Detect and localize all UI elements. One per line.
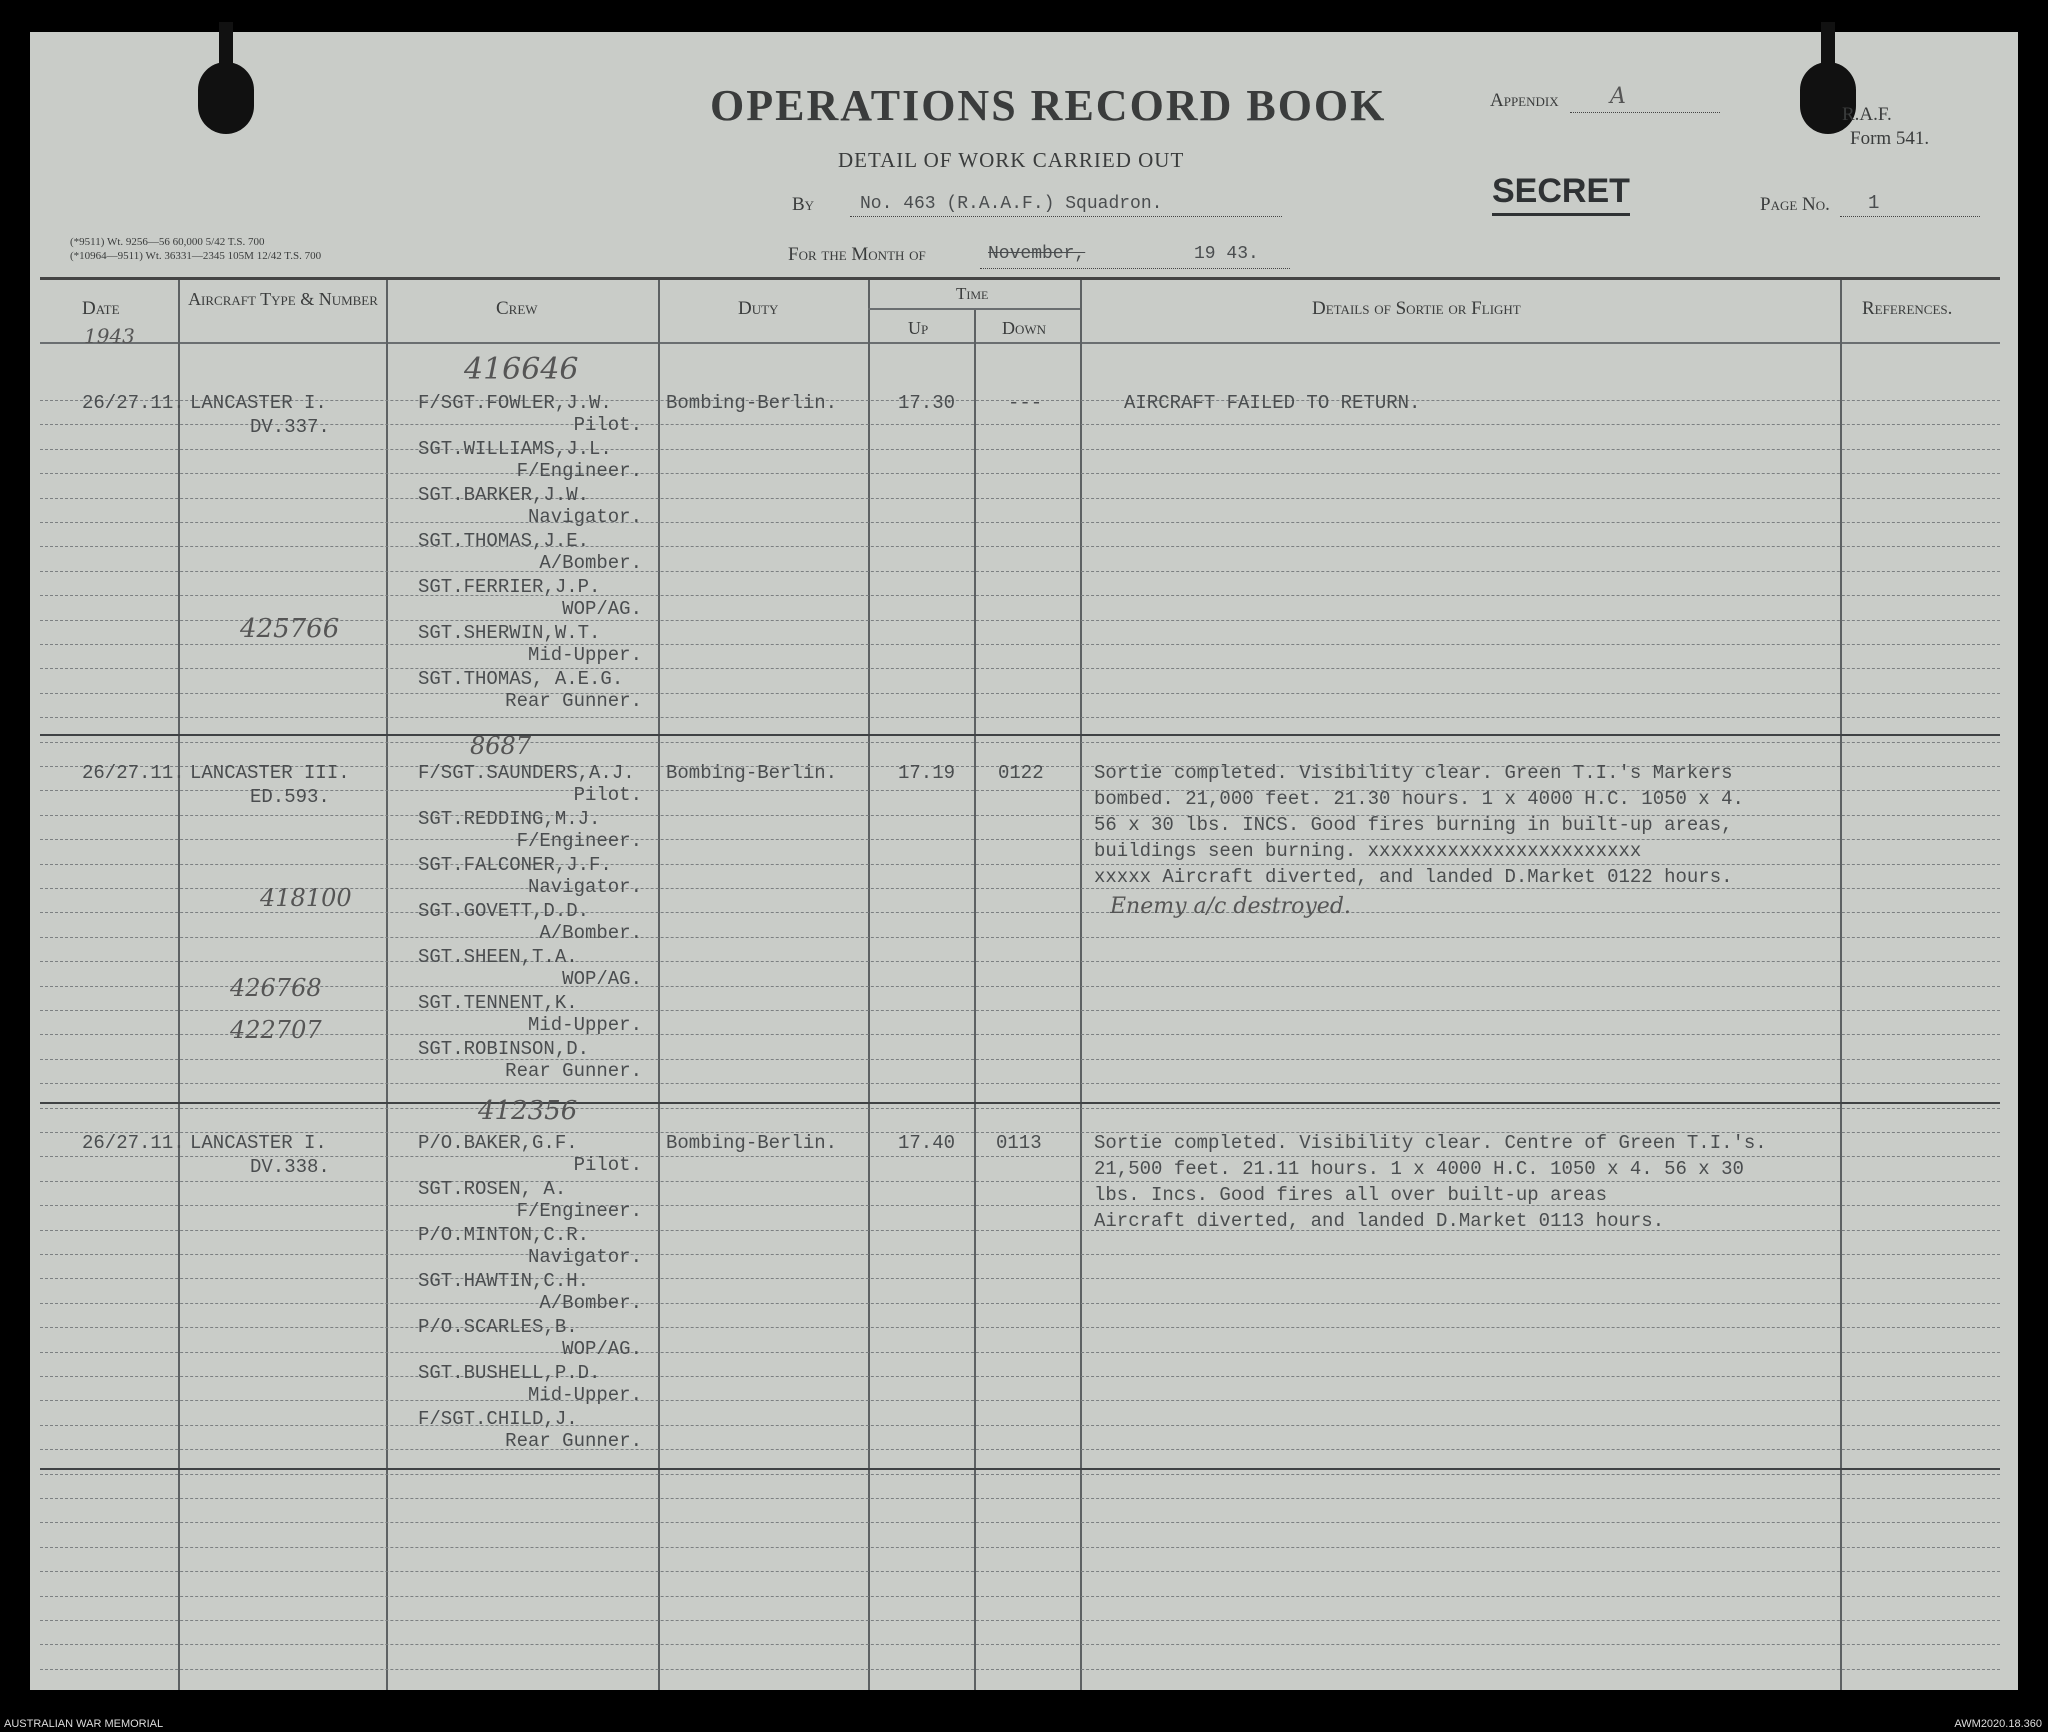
ruled-line [40,473,2000,474]
entry-1-date: 26/27.11. [82,392,185,414]
entry-2-detail-line-2: bombed. 21,000 feet. 21.30 hours. 1 x 4000 H.C. 1050 x 4. [1094,788,1744,810]
crew-member-name: F/SGT.FOWLER,J.W. [418,392,612,414]
year-note: 1943 [84,324,135,348]
squadron-value: No. 463 (R.A.A.F.) Squadron. [860,194,1163,214]
ruled-line [40,1425,2000,1426]
ruled-line [40,1596,2000,1597]
ruled-line [40,1498,2000,1499]
crew-member-name: SGT.FALCONER,J.F. [418,854,612,876]
crew-member-role: Navigator. [527,506,642,528]
table-top-rule [40,277,2000,280]
ruled-line [40,1181,2000,1182]
form-line-2: Form 541. [1850,128,1930,149]
crew-member-role: Mid-Upper. [527,1014,642,1036]
entry-1-aircraft-number: DV.337. [250,416,330,438]
col-header-aircraft-text: Aircraft Type & Number [188,289,378,309]
footer-left: AUSTRALIAN WAR MEMORIAL [4,1718,164,1730]
entry-2-hand-number-govett: 418100 [260,884,352,912]
col-header-up: Up [908,318,929,338]
ruled-line [40,498,2000,499]
ruled-line [40,1278,2000,1279]
crew-member-name: SGT.TENNENT,K. [418,992,578,1014]
by-label: By [792,194,815,215]
page-title: OPERATIONS RECORD BOOK [710,81,1387,130]
ruled-line [40,644,2000,645]
entry-separator-3 [40,1468,2000,1470]
month-underline [980,268,1290,269]
ruled-line [40,839,2000,840]
appendix-value: A [1610,84,1626,109]
print-code-2: (*10964—9511) Wt. 36331—2345 105M 12/42 T.S. 700 [70,250,322,262]
time-split-rule [868,308,1080,310]
entry-2-aircraft-number: ED.593. [250,786,330,808]
month-label: For the Month of [788,244,926,265]
entry-3-up: 17.40 [898,1132,956,1154]
crew-member-role: Rear Gunner. [505,1060,642,1082]
ruled-line [40,522,2000,523]
ruled-line [40,571,2000,572]
page-number-value: 1 [1868,192,1880,214]
entry-separator-2 [40,1102,2000,1104]
crew-member-role: F/Engineer. [516,830,642,852]
print-code-1: (*9511) Wt. 9256—56 60,000 5/42 T.S. 700 [70,236,265,248]
entry-2-hand-number-tennent: 426768 [230,974,322,1002]
year-value: 19 43. [1194,244,1259,264]
ruled-line [40,1547,2000,1548]
crew-member-name: SGT.FERRIER,J.P. [418,576,601,598]
ruled-line [40,1327,2000,1328]
col-divider-3 [658,280,660,1690]
crew-member-name: SGT.THOMAS,J.E. [418,530,590,552]
crew-member-name: SGT.GOVETT,D.D. [418,900,590,922]
col-header-aircraft [188,288,378,310]
crew-member-role: F/Engineer. [516,460,642,482]
col-divider-6 [1080,280,1082,1690]
col-divider-7 [1840,280,1842,1690]
crew-member-name: P/O.SCARLES,B. [418,1316,578,1338]
entry-1-detail-line-1: AIRCRAFT FAILED TO RETURN. [1124,392,1421,414]
col-header-crew: Crew [496,298,538,319]
crew-member-name: P/O.BAKER,G.F. [418,1132,578,1154]
entry-3-detail-line-2: 21,500 feet. 21.11 hours. 1 x 4000 H.C. 1050 x 4. 56 x 30 [1094,1158,1744,1180]
ruled-line [40,1352,2000,1353]
ruled-line [40,717,2000,718]
crew-member-name: SGT.SHERWIN,W.T. [418,622,601,644]
crew-member-role: Rear Gunner. [505,1430,642,1452]
crew-member-role: WOP/AG. [562,968,642,990]
crew-member-role: Navigator. [527,1246,642,1268]
crew-member-name: SGT.ROBINSON,D. [418,1038,590,1060]
ruled-line [40,864,2000,865]
entry-2-date: 26/27.11. [82,762,185,784]
ruled-line [40,912,2000,913]
footer-right: AWM2020.18.360 [1954,1718,2042,1730]
ruled-line [40,1376,2000,1377]
ruled-line [40,1034,2000,1035]
appendix-label: Appendix [1490,90,1559,111]
entry-2-detail-line-5: xxxxx Aircraft diverted, and landed D.Market 0122 hours. [1094,866,1733,888]
col-header-duty: Duty [738,298,779,319]
col-divider-5 [974,308,976,1690]
ruled-line [40,1474,2000,1475]
crew-member-name: P/O.MINTON,C.R. [418,1224,590,1246]
ruled-line [40,1669,2000,1670]
entry-3-detail-line-1: Sortie completed. Visibility clear. Centre of Green T.I.'s. [1094,1132,1767,1154]
entry-3-date: 26/27.11. [82,1132,185,1154]
ruled-line [40,693,2000,694]
secret-text: SECRET [1492,172,1630,210]
ruled-line [40,1571,2000,1572]
entry-2-hand-number-top: 8687 [470,732,532,760]
entry-3-aircraft-type: LANCASTER I. [190,1132,327,1154]
crew-member-name: SGT.THOMAS, A.E.G. [418,668,624,690]
entry-3-detail-line-3: lbs. Incs. Good fires all over built-up areas [1094,1184,1608,1206]
ruled-line [40,961,2000,962]
crew-member-role: WOP/AG. [562,598,642,620]
entry-2-up: 17.19 [898,762,956,784]
ruled-line [40,1083,2000,1084]
col-header-time: Time [956,284,989,303]
crew-member-name: SGT.SHEEN,T.A. [418,946,578,968]
entry-2-hand-number-robinson: 422707 [230,1016,322,1044]
entry-2-aircraft-type: LANCASTER III. [190,762,350,784]
ruled-line [40,449,2000,450]
ruled-line [40,1644,2000,1645]
crew-member-name: SGT.ROSEN, A. [418,1178,567,1200]
ruled-line [40,668,2000,669]
crew-member-role: Mid-Upper. [527,644,642,666]
page-number-label: Page No. [1760,194,1830,215]
crew-member-name: F/SGT.CHILD,J. [418,1408,578,1430]
crew-member-role: WOP/AG. [562,1338,642,1360]
ruled-line [40,546,2000,547]
squadron-underline [850,216,1282,217]
crew-member-name: SGT.REDDING,M.J. [418,808,601,830]
crew-member-role: A/Bomber. [539,922,642,944]
secret-stamp [1492,172,1630,216]
crew-member-name: SGT.HAWTIN,C.H. [418,1270,590,1292]
ruled-line [40,1108,2000,1109]
crew-member-role: A/Bomber. [539,1292,642,1314]
ruled-line [40,1205,2000,1206]
crew-member-name: SGT.WILLIAMS,J.L. [418,438,612,460]
ruled-line [40,1449,2000,1450]
record-sheet [30,32,2018,1690]
crew-member-name: SGT.BARKER,J.W. [418,484,590,506]
entry-1-hand-number-top: 416646 [464,352,579,387]
crew-member-role: Rear Gunner. [505,690,642,712]
col-divider-4 [868,280,870,1690]
entry-3-hand-number-top: 412356 [478,1096,578,1126]
entry-2-detail-line-1: Sortie completed. Visibility clear. Green T.I.'s Markers [1094,762,1733,784]
col-header-references: References. [1862,298,1953,319]
crew-member-role: Pilot. [573,784,642,806]
entry-2-duty: Bombing-Berlin. [666,762,838,784]
ruled-line [40,937,2000,938]
entry-2-detail-line-4: buildings seen burning. xxxxxxxxxxxxxxxxxxxxxxxx [1094,840,1642,862]
crew-member-role: F/Engineer. [516,1200,642,1222]
entry-3-down: 0113 [996,1132,1042,1154]
entry-3-detail-line-4: Aircraft diverted, and landed D.Market 0113 hours. [1094,1210,1665,1232]
entry-1-up: 17.30 [898,392,956,414]
ruled-line [40,1010,2000,1011]
crew-member-name: SGT.BUSHELL,P.D. [418,1362,601,1384]
entry-2-down: 0122 [998,762,1044,784]
month-value: November, [988,244,1086,264]
page-number-underline [1840,216,1980,217]
crew-member-role: A/Bomber. [539,552,642,574]
header-bottom-rule [40,342,2000,344]
ruled-line [40,1156,2000,1157]
col-header-down: Down [1002,318,1047,338]
ruled-line [40,1254,2000,1255]
entry-separator-1 [40,734,2000,736]
entry-1-duty: Bombing-Berlin. [666,392,838,414]
page-subtitle: DETAIL OF WORK CARRIED OUT [838,148,1185,172]
entry-1-hand-number-sherwin: 425766 [240,614,340,644]
crew-member-role: Navigator. [527,876,642,898]
crew-member-role: Pilot. [573,1154,642,1176]
ruled-line [40,1400,2000,1401]
appendix-underline [1570,112,1720,113]
entry-2-hand-note: Enemy a/c destroyed. [1110,894,1351,919]
ruled-line [40,1230,2000,1231]
entry-3-aircraft-number: DV.338. [250,1156,330,1178]
ruled-line [40,1059,2000,1060]
col-header-details: Details of Sortie or Flight [1312,298,1521,319]
crew-member-role: Mid-Upper. [527,1384,642,1406]
col-divider-2 [386,280,388,1690]
ruled-line [40,1620,2000,1621]
col-divider-1 [178,280,180,1690]
ruled-line [40,1303,2000,1304]
ruled-line [40,595,2000,596]
ruled-line [40,424,2000,425]
entry-1-aircraft-type: LANCASTER I. [190,392,327,414]
ruled-line [40,986,2000,987]
binder-hole-left [198,62,254,134]
entry-2-detail-line-3: 56 x 30 lbs. INCS. Good fires burning in built-up areas, [1094,814,1733,836]
col-header-date: Date [82,298,120,319]
entry-1-down: --- [1008,392,1043,414]
form-line-1: R.A.F. [1842,104,1892,125]
crew-member-name: F/SGT.SAUNDERS,A.J. [418,762,635,784]
ruled-line [40,1522,2000,1523]
crew-member-role: Pilot. [573,414,642,436]
ruled-line [40,742,2000,743]
entry-3-duty: Bombing-Berlin. [666,1132,838,1154]
